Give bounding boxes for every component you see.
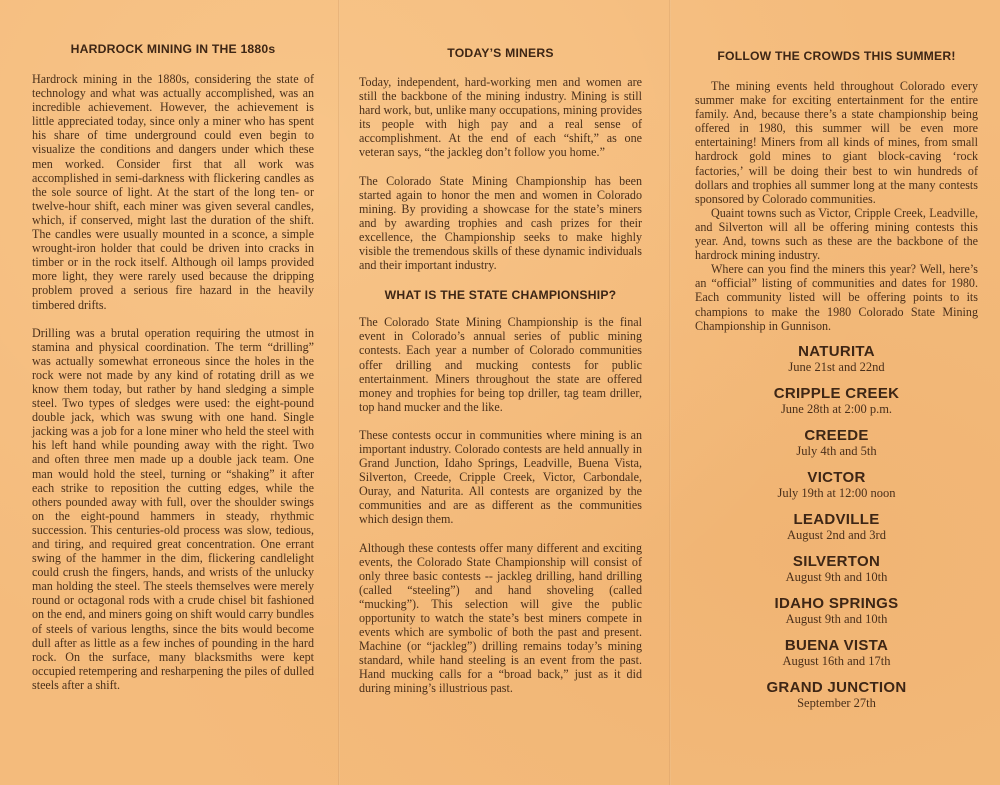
paragraph-drilling: Drilling was a brutal operation requiring the utmost in stamina and physical coordination. The term “drilling” was actually somewhat erroneous since the holes in the rock were not made by any kind of rotating drill as we know them today, but rather by hand sledging a simple steel. Two types of sledges were used: the eight-pound double jack, which was swung with one hand. Single jacking was a job for a lone miner who held the steel with his left hand while pounding away with the right. Two and often three men made up a double jack team. One man would hold the steel, turning or “shaking” it after each strike to reposition the cutting edges, while the others pounded away with full, over the shoulder swings on the eight-pound hammers in steady, rhythmic succession. This centuries-old process was slow, tedious, and tiring, and required great concentration. One errant swing of the hammer in the dim, flickering candlelight could crush the fingers, hands, and wrists of the unlucky man holding the steel. The steels themselves were merely round or octagonal rods with a crude chisel bit fashioned on the end, and miners going on shift would carry bundles of steels of various lengths, since the bits would become dull after as little as a few inches of pounding in the hard rock. On the surface, many blacksmiths were kept occupied retempering and resharpening the piles of dulled steels after a shift.: [32, 325, 314, 692]
event-idaho-springs: [695, 595, 978, 627]
event-town: BUENA VISTA: [784, 636, 889, 654]
event-naturita: [695, 343, 978, 375]
event-victor: [695, 469, 978, 501]
paragraph-candles: Hardrock mining in the 1880s, considering the state of technology and what was actually accomplished, was an incredible achievement. However, the achievement is little appreciated today, since only a miner who has spent his share of time underground could even begin to visualize the conditions and dangers under which these men worked. Consider first that all work was accomplished in semi-darkness with flickering candles as the sole source of light. At the start of the long ten- or twelve-hour shift, each miner was given several candles, which, if conserved, might last the duration of the shift. The candles were usually mounted in a sconce, a simple wrought-iron holder that could be driven into cracks in timber or in the rock itself. Although oil lamps provided more light, they were rarely used because the dripping problem proved a serious fire hazard in the heavily timbered drifts.: [32, 72, 314, 312]
event-date: August 9th and 10th: [785, 569, 888, 584]
paragraph-todays-miners: Today, independent, hard-working men and women are still the backbone of the mining industry. Mining is still hard work, but, unlike many occupations, mining provides its people with high pay and a real sense of accomplishment. At the end of each “shift,” as one veteran says, “the jackleg don’t follow you home.”: [359, 75, 642, 160]
event-grand-junction: [695, 679, 978, 711]
fold-line-left: [338, 0, 340, 785]
event-town: SILVERTON: [792, 552, 881, 570]
heading-follow-the-crowds: FOLLOW THE CROWDS THIS SUMMER!: [717, 49, 956, 63]
paragraph-summer-events: The mining events held throughout Colorado every summer make for exciting entertainment for the entire family. And, because there’s a state championship being offered in 1980, this summer will be even more entertaining! Miners from all kinds of mines, from small hardrock gold mines to giant block-caving ‘rock factories,’ will be doing their best to win hundreds of dollars and trophies all summer long at the many contests sponsored by Colorado communities.: [695, 79, 978, 206]
event-creede: [695, 427, 978, 459]
paragraph-final-event: The Colorado State Mining Championship is the final event in Colorado’s annual series of public mining contests. Each year a number of Colorado communities offer drilling and mucking contests for public entertainment. Miners throughout the state are offered money and trophies for being top driller, tag team driller, top hand mucker and the like.: [359, 315, 642, 414]
paragraph-championship-purpose: The Colorado State Mining Championship has been started again to honor the men and women in Colorado mining. By providing a showcase for the state’s miners and by awarding trophies and cash prizes for their excellence, the Championship seeks to make highly visible the tremendous skills of these dynamic individuals and their important industry.: [359, 173, 642, 273]
paragraph-basic-contests: Although these contests offer many different and exciting events, the Colorado State Championship will consist of only three basic contests -- jackleg drilling, hand drilling (called “steeling”) and hand shoveling (called “mucking”). This selection will give the public opportunity to watch the state’s best miners compete in events which are symbolic of both the past and present. Machine (or “jackleg”) drilling remains today’s mining standard, while hand steeling is an event from the past. Hand mucking calls for a “broad back,” just as it did during mining’s illustrious past.: [359, 540, 642, 696]
paragraph-contest-communities: These contests occur in communities where mining is an important industry. Colorado contests are held annually in Grand Junction, Idaho Springs, Leadville, Buena Vista, Silverton, Creede, Cripple Creek, Victor, Carbondale, Ouray, and Naturita. All contests are organized by the communities and are as different as the communities which design them.: [359, 427, 642, 527]
event-date: August 9th and 10th: [785, 611, 888, 626]
event-town: CREEDE: [804, 426, 869, 444]
paragraph-official-listing: Where can you find the miners this year? Well, here’s an “official” listing of communities and dates for 1980. Each community listed will be offering points to its champions to make the 1980 Colorado State Mining Championship in Gunnison.: [695, 262, 978, 333]
panel-todays-miners: [359, 0, 642, 785]
event-cripple-creek: [695, 385, 978, 417]
event-date: June 21st and 22nd: [788, 359, 885, 374]
panel-follow-the-crowds: [695, 0, 978, 785]
event-date: July 4th and 5th: [796, 443, 877, 458]
panel-hardrock-mining: [32, 0, 314, 785]
event-town: NATURITA: [798, 342, 875, 360]
event-date: July 19th at 12:00 noon: [777, 485, 896, 500]
event-date: August 2nd and 3rd: [787, 527, 886, 542]
event-silverton: [695, 553, 978, 585]
event-leadville: [695, 511, 978, 543]
event-list: [695, 343, 978, 711]
heading-todays-miners: TODAY’S MINERS: [447, 46, 554, 60]
paragraph-quaint-towns: Quaint towns such as Victor, Cripple Creek, Leadville, and Silverton will all be offering mining contests this year. And, towns such as these are the backbone of the hardrock mining industry.: [695, 205, 978, 263]
heading-hardrock-mining: HARDROCK MINING IN THE 1880s: [70, 42, 276, 56]
event-date: June 28th at 2:00 p.m.: [780, 401, 893, 416]
event-buena-vista: [695, 637, 978, 669]
event-date: August 16th and 17th: [782, 653, 891, 668]
event-town: LEADVILLE: [793, 510, 880, 528]
fold-line-right: [669, 0, 671, 785]
event-town: GRAND JUNCTION: [766, 678, 907, 696]
heading-state-championship: WHAT IS THE STATE CHAMPIONSHIP?: [384, 288, 617, 303]
event-town: VICTOR: [807, 468, 866, 486]
event-town: IDAHO SPRINGS: [774, 594, 899, 612]
event-date: September 27th: [797, 695, 876, 710]
event-town: CRIPPLE CREEK: [773, 384, 900, 402]
